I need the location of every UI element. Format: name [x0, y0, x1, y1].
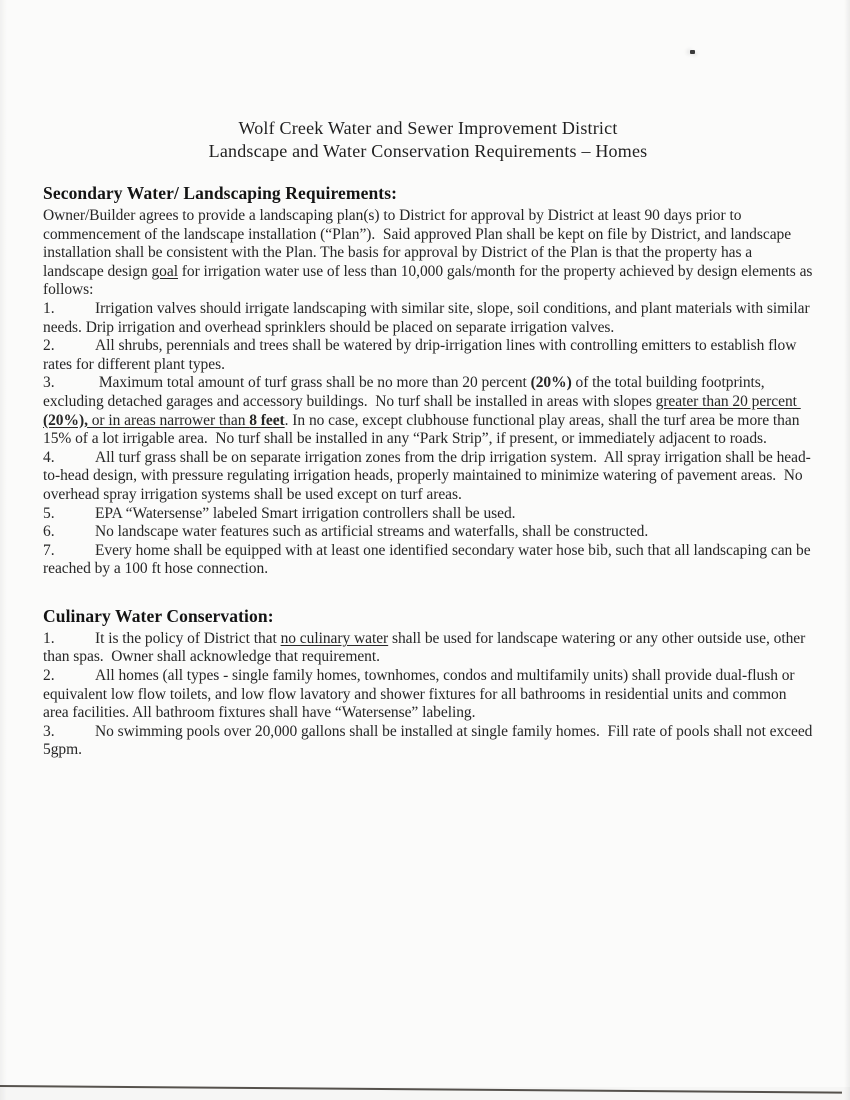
ink-speck [690, 50, 695, 54]
scan-bottom-area [0, 1087, 850, 1100]
text-run: All homes (all types - single family homes, townhomes, condos and multifamily units) shall provide dual-flush or equivalent low flow toilets, and low flow lavatory and shower fixtures for all bathrooms in residential units and common area facilities. All bathroom fixtures shall have “Watersense” labeling. [43, 667, 799, 722]
text-run: No landscape water features such as artificial streams and waterfalls, shall be constructed. [95, 523, 649, 541]
text-run: Maximum total amount of turf grass shall be no more than 20 percent [95, 374, 531, 392]
list-item [43, 374, 813, 448]
section-heading: Secondary Water/ Landscaping Requirements: [43, 183, 398, 203]
list-item [43, 523, 813, 542]
text-run: of the total building footprints, excluding detached garages and accessory buildings. No turf shall be installed in areas with slopes [43, 374, 769, 410]
text-run: no culinary water [280, 629, 389, 647]
list-item [43, 505, 813, 524]
text-run: (20%), [43, 411, 88, 429]
item-number: 1. [43, 299, 55, 317]
text-run: All turf grass shall be on separate irrigation zones from the drip irrigation system. All spray irrigation shall be head-to-head design, with pressure regulating irrigation heads, properly maintained to minimize watering of pavement areas. No overhead spray irrigation systems shall be used except on turf areas. [43, 448, 811, 503]
text-run: goal [151, 262, 178, 280]
text-run: . In no case, except clubhouse functional play areas, shall the turf area be more than 15% of a lot irrigable area. No turf shall be installed in any “Park Strip”, if present, or immediately adjacent to roads. [43, 411, 804, 448]
list-item [43, 449, 813, 505]
item-number: 2. [43, 667, 55, 685]
text-run: EPA “Watersense” labeled Smart irrigation controllers shall be used. [95, 504, 516, 522]
title-line-2: Landscape and Water Conservation Requirements – Homes [208, 141, 648, 161]
item-number: 4. [43, 448, 55, 466]
text-run: 8 feet [249, 411, 285, 429]
list-item [43, 542, 813, 579]
text-run: No swimming pools over 20,000 gallons shall be installed at single family homes. Fill rate of pools shall not exceed 5gpm. [43, 722, 817, 759]
item-number: 5. [43, 504, 55, 522]
text-run: shall be used for landscape watering or any other outside use, other than spas. Owner shall acknowledge that requirement. [43, 629, 810, 666]
section-heading: Culinary Water Conservation: [43, 605, 274, 626]
text-run: All shrubs, perennials and trees shall be watered by drip-irrigation lines with controlling emitters to establish flow rates for different plant types. [43, 337, 801, 373]
item-number: 1. [43, 629, 55, 647]
text-run: It is the policy of District that [95, 629, 281, 647]
item-number: 3. [43, 374, 55, 392]
text-run: (20%) [530, 374, 572, 392]
document-title [43, 117, 813, 163]
scan-edge-right [844, 0, 850, 1100]
item-number: 2. [43, 337, 55, 355]
paragraph [43, 207, 817, 300]
list-item [43, 300, 813, 337]
text-run: or in areas narrower than [87, 411, 250, 429]
list-item [43, 722, 817, 760]
list-item [43, 667, 813, 723]
text-run: Irrigation valves should irrigate landscaping with similar site, slope, soil conditions, and plant materials with similar needs. Drip irrigation and overhead sprinklers should be placed on separate irrigation valves. [43, 299, 814, 336]
title-line-1: Wolf Creek Water and Sewer Improvement District [238, 118, 618, 138]
item-number: 3. [43, 722, 55, 740]
list-item [43, 337, 813, 374]
document-sections [43, 183, 817, 760]
text-run: Owner/Builder agrees to provide a landscaping plan(s) to District for approval by District at least 90 days prior to commencement of the landscape installation (“Plan”). Said approved Plan shall be kept on file by District, and landscape installation shall be consistent with the Plan. The basis for approval by District of the Plan is that the property has a landscape design [43, 207, 795, 280]
item-number: 6. [43, 523, 55, 541]
document-content [43, 0, 817, 760]
list-item [43, 630, 813, 667]
item-number: 7. [43, 541, 55, 559]
text-run: for irrigation water use of less than 10,000 gals/month for the property achieved by design elements as follows: [43, 262, 817, 299]
scan-edge-left [0, 0, 7, 1100]
text-run: greater than 20 percent [655, 392, 801, 410]
text-run: Every home shall be equipped with at least one identified secondary water hose bib, such that all landscaping can be reached by a 100 ft hose connection. [43, 541, 815, 578]
